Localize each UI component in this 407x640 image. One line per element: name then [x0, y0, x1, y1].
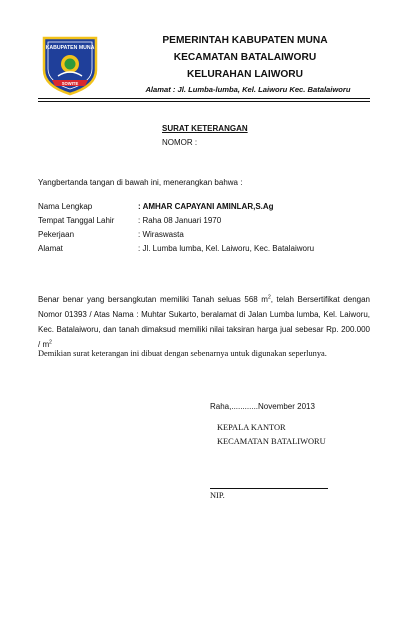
body-part2: , telah Bersertifikat dengan Nomor 01393 / Atas Nama : Muhtar Sukarto, beralamat di Jalan Lumba lumba, Kel. Laiworu, Kec. Batalaiworu, dan tanah dimaksud memiliki nilai taksiran harga jual sebesar Rp. 200.000 / m	[38, 295, 370, 349]
letterhead-government: PEMERINTAH KABUPATEN MUNA	[162, 35, 328, 46]
field-value-occupation: : Wiraswasta	[138, 230, 184, 239]
signature-line	[210, 488, 328, 489]
field-label-occupation: Pekerjaan	[38, 230, 75, 239]
letterhead-rule-thick	[38, 98, 370, 99]
field-label-address: Alamat	[38, 244, 63, 253]
field-value-address: : Jl. Lumba lumba, Kel. Laiworu, Kec. Batalaiworu	[138, 244, 315, 253]
letter-number: NOMOR :	[162, 138, 198, 147]
muna-regency-emblem-icon	[38, 34, 102, 96]
signatory-title: KEPALA KANTOR	[217, 423, 286, 432]
area-unit-sup: 2	[267, 294, 271, 301]
place-date: Raha,............November 2013	[210, 402, 315, 411]
body-paragraph	[38, 292, 370, 352]
logo-top-text: KABUPATEN MUNA	[45, 45, 95, 51]
field-value-name: : AMHAR CAPAYANI AMINLAR,S.Ag	[138, 202, 274, 211]
closing-statement: Demikian surat keterangan ini dibuat dengan sebenarnya untuk digunakan seperlunya.	[38, 349, 327, 358]
letterhead-district: KECAMATAN BATALAIWORU	[173, 52, 317, 63]
logo-bottom-text: SOWITE	[61, 81, 79, 86]
letter-title: SURAT KETERANGAN	[162, 124, 248, 133]
letterhead-address: Alamat : Jl. Lumba-lumba, Kel. Laiworu Kec. Batalaiworu	[145, 85, 351, 94]
letter-intro: Yangbertanda tangan di bawah ini, menerangkan bahwa :	[38, 178, 243, 187]
price-unit-sup: 2	[49, 339, 52, 346]
letterhead-rule-thin	[38, 101, 370, 102]
field-value-birth: : Raha 08 Januari 1970	[138, 216, 222, 225]
body-part1: Benar benar yang bersangkutan memiliki Tanah seluas 568 m	[38, 295, 268, 304]
field-label-name: Nama Lengkap	[38, 202, 93, 211]
nip-label: NIP.	[210, 491, 225, 500]
letterhead-village: KELURAHAN LAIWORU	[186, 69, 303, 80]
field-label-birth: Tempat Tanggal Lahir	[38, 216, 115, 225]
signatory-office: KECAMATAN BATALIWORU	[217, 437, 326, 446]
